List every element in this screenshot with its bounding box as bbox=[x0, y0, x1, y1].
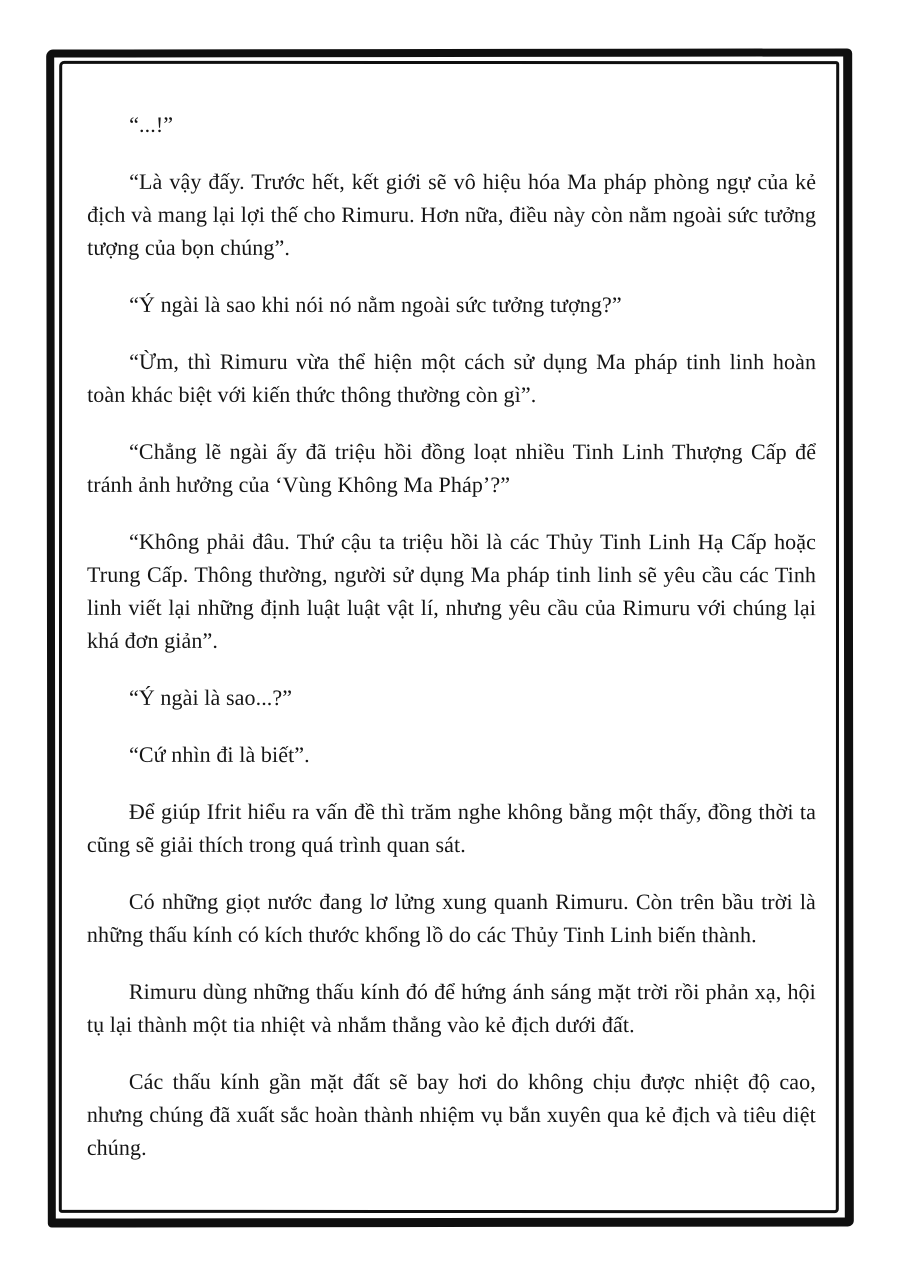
paragraph: “Ừm, thì Rimuru vừa thể hiện một cách sử dụng Ma pháp tinh linh hoàn toàn khác biệt với kiến thức thông thường còn gì”. bbox=[87, 348, 817, 408]
text-content bbox=[62, 64, 836, 1210]
paragraph: “Là vậy đấy. Trước hết, kết giới sẽ vô hiệu hóa Ma pháp phòng ngự của kẻ địch và mang lại lợi thế cho Rimuru. Hơn nữa, điều này còn nằm ngoài sức tưởng tượng của bọn chúng”. bbox=[87, 168, 817, 260]
paragraph: “Ý ngài là sao...?” bbox=[128, 684, 293, 710]
paragraph: Có những giọt nước đang lơ lửng xung quanh Rimuru. Còn trên bầu trời là những thấu kính có kích thước khổng lồ do các Thủy Tinh Linh biến thành. bbox=[86, 888, 816, 948]
paragraph: “Chẳng lẽ ngài ấy đã triệu hồi đồng loạt nhiều Tinh Linh Thượng Cấp để tránh ảnh hưởng của ‘Vùng Không Ma Pháp’?” bbox=[87, 438, 817, 498]
page-frame-outer bbox=[46, 48, 854, 1227]
paragraph: “Không phải đâu. Thứ cậu ta triệu hồi là các Thủy Tinh Linh Hạ Cấp hoặc Trung Cấp. Thông thường, người sử dụng Ma pháp tinh linh sẽ yêu cầu các Tinh linh viết lại những định luật luật vật lí, nhưng yêu cầu của Rimuru với chúng lại khá đơn giản”. bbox=[86, 528, 817, 653]
paragraph: Để giúp Ifrit hiểu ra vấn đề thì trăm nghe không bằng một thấy, đồng thời ta cũng sẽ giải thích trong quá trình quan sát. bbox=[86, 798, 816, 858]
paragraph: Các thấu kính gần mặt đất sẽ bay hơi do không chịu được nhiệt độ cao, nhưng chúng đã xuất sắc hoàn thành nhiệm vụ bắn xuyên qua kẻ địch và tiêu diệt chúng. bbox=[86, 1068, 816, 1160]
paragraph: Rimuru dùng những thấu kính đó để hứng ánh sáng mặt trời rồi phản xạ, hội tụ lại thành một tia nhiệt và nhắm thẳng vào kẻ địch dưới đất. bbox=[86, 978, 816, 1038]
paragraph: “...!” bbox=[129, 111, 174, 137]
page-frame-inner bbox=[59, 61, 839, 1213]
paragraph: “Ý ngài là sao khi nói nó nằm ngoài sức tưởng tượng?” bbox=[129, 291, 622, 318]
paragraph: “Cứ nhìn đi là biết”. bbox=[128, 741, 310, 767]
